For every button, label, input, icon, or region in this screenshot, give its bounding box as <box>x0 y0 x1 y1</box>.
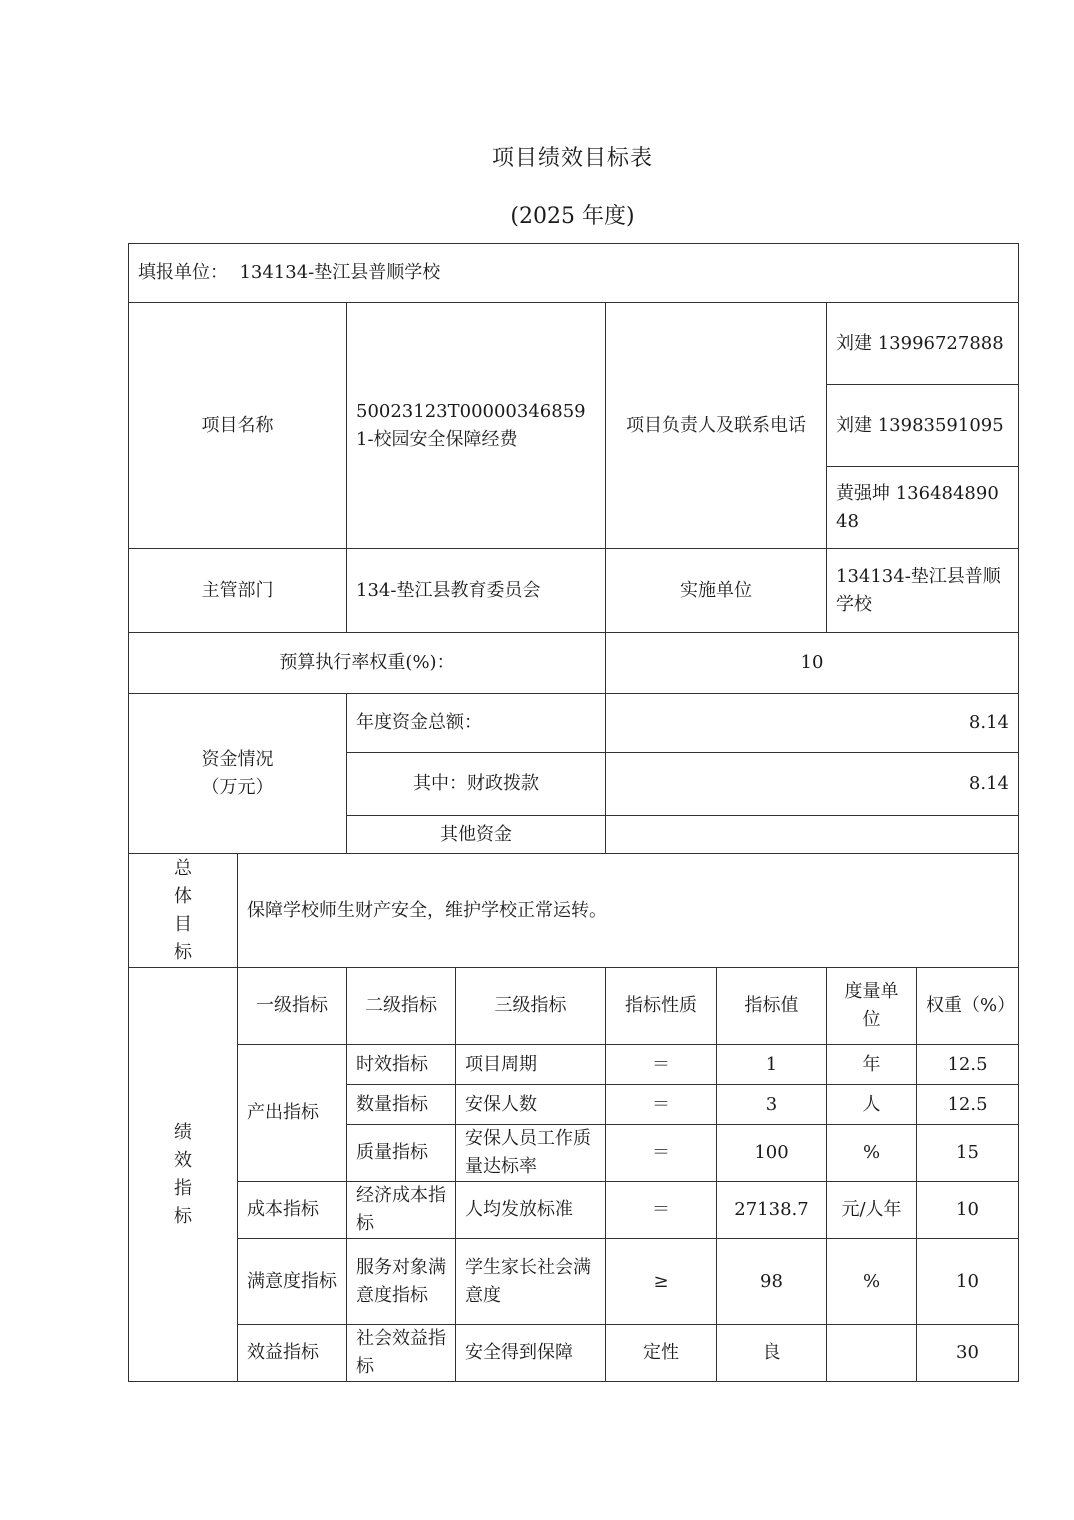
level2-cell: 服务对象满意度指标 <box>347 1239 456 1325</box>
level3-cell: 安保人数 <box>456 1085 606 1125</box>
level3-cell: 安全得到保障 <box>456 1325 606 1382</box>
goal-char-1: 总 <box>174 857 192 879</box>
header-level1: 一级指标 <box>238 968 347 1045</box>
level2-cell: 经济成本指标 <box>347 1182 456 1239</box>
value-cell: 27138.7 <box>717 1182 827 1239</box>
level2-cell: 时效指标 <box>347 1045 456 1085</box>
unit-cell: % <box>827 1125 917 1182</box>
funds-label-line2: （万元） <box>201 776 274 798</box>
weight-cell: 12.5 <box>917 1085 1019 1125</box>
reporting-unit-cell <box>129 244 1019 303</box>
value-cell: 3 <box>717 1085 827 1125</box>
weight-cell: 30 <box>917 1325 1019 1382</box>
table-row <box>129 1239 1019 1325</box>
value-cell: 100 <box>717 1125 827 1182</box>
nature-cell: ＝ <box>606 1125 717 1182</box>
overall-goal-text: 保障学校师生财产安全，维护学校正常运转。 <box>238 854 1019 968</box>
header-level2: 二级指标 <box>347 968 456 1045</box>
goal-char-4: 标 <box>174 941 192 963</box>
unit-cell: 元/人年 <box>827 1182 917 1239</box>
annual-total-label: 年度资金总额： <box>347 694 606 753</box>
level3-cell: 人均发放标准 <box>456 1182 606 1239</box>
indicator-char-1: 绩 <box>174 1121 192 1143</box>
level1-benefit: 效益指标 <box>238 1325 347 1382</box>
project-name-label: 项目名称 <box>129 303 347 549</box>
weight-cell: 10 <box>917 1239 1019 1325</box>
header-level3: 三级指标 <box>456 968 606 1045</box>
level2-cell: 社会效益指标 <box>347 1325 456 1382</box>
annual-total-value: 8.14 <box>606 694 1019 753</box>
implementing-unit-value: 134134-垫江县普顺学校 <box>827 549 1019 633</box>
nature-cell: ＝ <box>606 1182 717 1239</box>
header-weight: 权重（%） <box>917 968 1019 1045</box>
performance-target-table <box>128 243 1019 1382</box>
table-row <box>129 1182 1019 1239</box>
budget-weight-label: 预算执行率权重(%)： <box>129 633 606 694</box>
header-value: 指标值 <box>717 968 827 1045</box>
contact-1: 刘建 13996727888 <box>827 303 1019 385</box>
indicator-char-2: 效 <box>174 1149 192 1171</box>
page-title: 项目绩效目标表 <box>491 146 653 171</box>
other-funds-value <box>606 816 1019 854</box>
value-cell: 1 <box>717 1045 827 1085</box>
header-nature: 指标性质 <box>606 968 717 1045</box>
goal-char-2: 体 <box>174 885 192 907</box>
other-funds-label: 其他资金 <box>347 816 606 854</box>
value-cell: 98 <box>717 1239 827 1325</box>
department-label: 主管部门 <box>129 549 347 633</box>
nature-cell: 定性 <box>606 1325 717 1382</box>
unit-cell: 年 <box>827 1045 917 1085</box>
fiscal-allocation-label: 其中：财政拨款 <box>347 753 606 816</box>
page-subtitle: (2025 年度) <box>510 204 635 229</box>
goal-char-3: 目 <box>174 913 192 935</box>
nature-cell: ＝ <box>606 1085 717 1125</box>
funds-label <box>129 694 347 854</box>
weight-cell: 10 <box>917 1182 1019 1239</box>
value-cell: 良 <box>717 1325 827 1382</box>
indicator-char-4: 标 <box>174 1205 192 1227</box>
fiscal-allocation-value: 8.14 <box>606 753 1019 816</box>
level3-cell: 项目周期 <box>456 1045 606 1085</box>
reporting-unit-value: 134134-垫江县普顺学校 <box>239 262 441 283</box>
level3-cell: 安保人员工作质量达标率 <box>456 1125 606 1182</box>
level3-cell: 学生家长社会满意度 <box>456 1239 606 1325</box>
nature-cell: ≥ <box>606 1239 717 1325</box>
unit-cell: % <box>827 1239 917 1325</box>
project-contact-label: 项目负责人及联系电话 <box>606 303 827 549</box>
project-name-value: 50023123T000003468591-校园安全保障经费 <box>347 303 606 549</box>
contact-3: 黄强坤 13648489048 <box>827 467 1019 549</box>
table-row <box>129 1045 1019 1085</box>
unit-cell: 人 <box>827 1085 917 1125</box>
indicators-label <box>129 968 238 1382</box>
weight-cell: 15 <box>917 1125 1019 1182</box>
budget-weight-value: 10 <box>606 633 1019 694</box>
department-value: 134-垫江县教育委员会 <box>347 549 606 633</box>
table-row <box>129 1325 1019 1382</box>
level1-output: 产出指标 <box>238 1045 347 1182</box>
contact-2: 刘建 13983591095 <box>827 385 1019 467</box>
unit-cell <box>827 1325 917 1382</box>
implementing-unit-label: 实施单位 <box>606 549 827 633</box>
level2-cell: 质量指标 <box>347 1125 456 1182</box>
weight-cell: 12.5 <box>917 1045 1019 1085</box>
funds-label-line1: 资金情况 <box>201 748 274 770</box>
reporting-unit-label: 填报单位： <box>138 262 228 283</box>
level1-cost: 成本指标 <box>238 1182 347 1239</box>
level1-satisfaction: 满意度指标 <box>238 1239 347 1325</box>
overall-goal-label <box>129 854 238 968</box>
header-unit: 度量单位 <box>827 968 917 1045</box>
indicator-char-3: 指 <box>174 1177 192 1199</box>
nature-cell: ＝ <box>606 1045 717 1085</box>
level2-cell: 数量指标 <box>347 1085 456 1125</box>
